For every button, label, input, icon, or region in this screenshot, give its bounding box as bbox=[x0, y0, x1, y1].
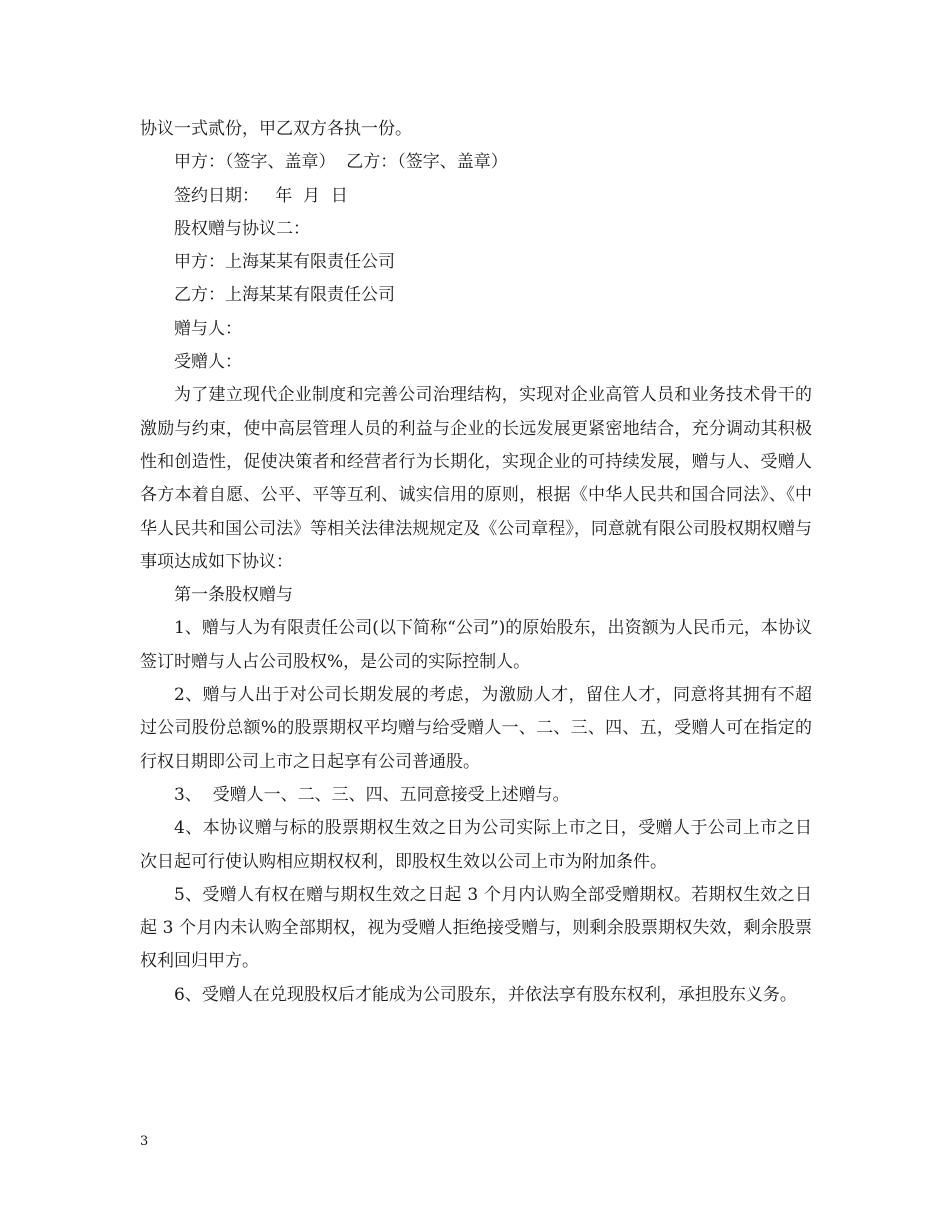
clause-6: 6、受赠人在兑现股权后才能成为公司股东，并依法享有股东权利，承担股东义务。 bbox=[174, 984, 797, 1005]
paragraph-signing-date: 签约日期： 年 月 日 bbox=[174, 185, 348, 206]
paragraph-donee: 受赠人： bbox=[174, 352, 242, 373]
paragraph-signature-line: 甲方：（签字、盖章） 乙方：（签字、盖章） bbox=[174, 152, 508, 173]
clause-1: 1、赠与人为有限责任公司(以下简称“公司”)的原始股东，出资额为人民币元，本协议签订时赠与人占公司股权%，是公司的实际控制人。 bbox=[140, 618, 812, 672]
clause-4: 4、本协议赠与标的股票期权生效之日为公司实际上市之日，受赠人于公司上市之日次日起可行使认购相应期权权利，即股权生效以公司上市为附加条件。 bbox=[140, 818, 812, 872]
paragraph-donor: 赠与人： bbox=[174, 318, 242, 339]
paragraph-copies-clause: 协议一式贰份，甲乙双方各执一份。 bbox=[140, 119, 412, 139]
document-body bbox=[140, 113, 812, 1012]
clause-5: 5、受赠人有权在赠与期权生效之日起 3 个月内认购全部受赠期权。若期权生效之日起 3 个月内未认购全部期权，视为受赠人拒绝接受赠与，则剩余股票期权失效，剩余股票权利回归甲方。 bbox=[140, 884, 812, 972]
clause-2: 2、赠与人出于对公司长期发展的考虑，为激励人才，留住人才，同意将其拥有不超过公司股份总额%的股票期权平均赠与给受赠人一、二、三、四、五，受赠人可在指定的行权日期即公司上市之日起享有公司普通股。 bbox=[140, 685, 812, 772]
paragraph-party-b: 乙方：上海某某有限责任公司 bbox=[174, 285, 395, 306]
section-heading-agreement-two: 股权赠与协议二： bbox=[174, 218, 310, 239]
clause-3: 3、 受赠人一、二、三、四、五同意接受上述赠与。 bbox=[174, 784, 570, 805]
paragraph-preamble: 为了建立现代企业制度和完善公司治理结构，实现对企业高管人员和业务技术骨干的激励与约束，使中高层管理人员的利益与企业的长远发展更紧密地结合，充分调动其积极性和创造性，促使决策者和经营者行为长期化，实现企业的可持续发展，赠与人、受赠人各方本着自愿、公平、平等互利、诚实信用的原则，根据《中华人民共和国合同法》、《中华人民共和国公司法》等相关法律法规规定及《公司章程》，同意就有限公司股权期权赠与事项达成如下协议： bbox=[140, 385, 812, 572]
page-number: 3 bbox=[140, 1134, 149, 1149]
paragraph-party-a: 甲方：上海某某有限责任公司 bbox=[174, 252, 395, 273]
article-one-heading: 第一条股权赠与 bbox=[174, 585, 293, 606]
